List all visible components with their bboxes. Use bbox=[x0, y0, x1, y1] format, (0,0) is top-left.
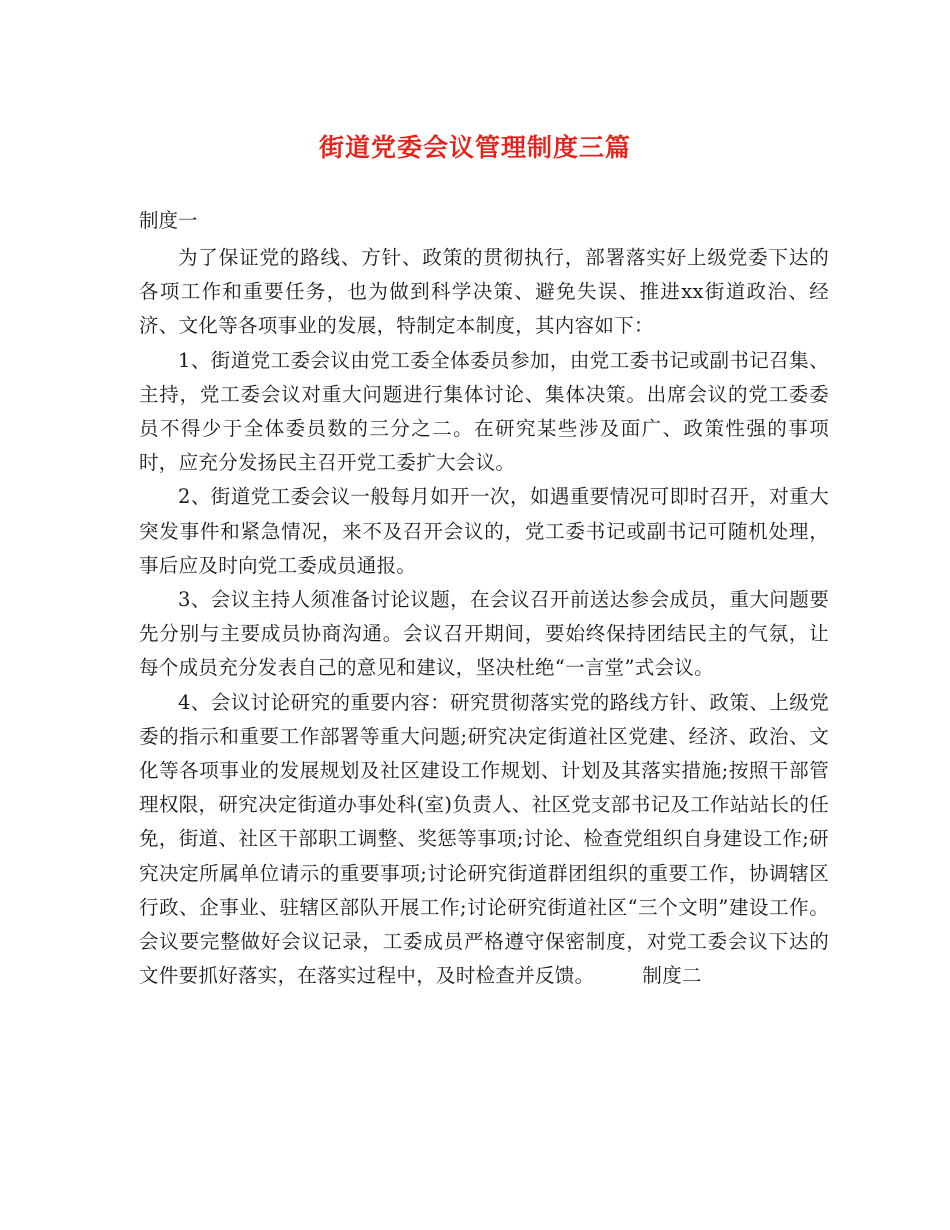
document-title: 街道党委会议管理制度三篇 bbox=[318, 133, 631, 162]
paragraph-item-3: 3、会议主持人须准备讨论议题，在会议召开前送达参会成员，重大问题要先分别与主要成员协商沟通。会议召开期间，要始终保持团结民主的气氛，让每个成员充分发表自己的意见和建议，坚决杜绝“一言堂”式会议。 bbox=[139, 588, 829, 680]
paragraph-item-1: 1、街道党工委会议由党工委全体委员参加，由党工委书记或副书记召集、主持，党工委会议对重大问题进行集体讨论、集体决策。出席会议的党工委委员不得少于全体委员数的三分之二。在研究某些涉及面广、政策性强的事项时，应充分发扬民主召开党工委扩大会议。 bbox=[139, 348, 829, 475]
paragraph-item-4-text: 4、会议讨论研究的重要内容：研究贯彻落实党的路线方针、政策、上级党委的指示和重要工作部署等重大问题;研究决定街道社区党建、经济、政治、文化等各项事业的发展规划及社区建设工作规划、计划及其落实措施;按照干部管理权限，研究决定街道办事处科(室)负责人、社区党支部书记及工作站站长的任免，街道、社区干部职工调整、奖惩等事项;讨论、检查党组织自身建设工作;研究决定所属单位请示的重要事项;讨论研究街道群团组织的重要工作，协调辖区行政、企事业、驻辖区部队开展工作;讨论研究街道社区“三个文明”建设工作。会议要完整做好会议记录，工委成员严格遵守保密制度，对党工委会议下达的文件要抓好落实，在落实过程中，及时检查并反馈。 bbox=[139, 690, 829, 988]
paragraph-item-4 bbox=[139, 686, 829, 994]
document-body bbox=[139, 241, 829, 993]
paragraph-intro: 为了保证党的路线、方针、政策的贯彻执行，部署落实好上级党委下达的各项工作和重要任务，也为做到科学决策、避免失误、推进xx街道政治、经济、文化等各项事业的发展，特制定本制度，其内容如下： bbox=[139, 246, 829, 338]
section-heading-2: 制度二 bbox=[642, 964, 702, 988]
section-heading-1: 制度一 bbox=[139, 209, 198, 232]
paragraph-item-2: 2、街道党工委会议一般每月如开一次，如遇重要情况可即时召开，对重大突发事件和紧急情况，来不及召开会议的，党工委书记或副书记可随机处理，事后应及时向党工委成员通报。 bbox=[139, 485, 829, 577]
